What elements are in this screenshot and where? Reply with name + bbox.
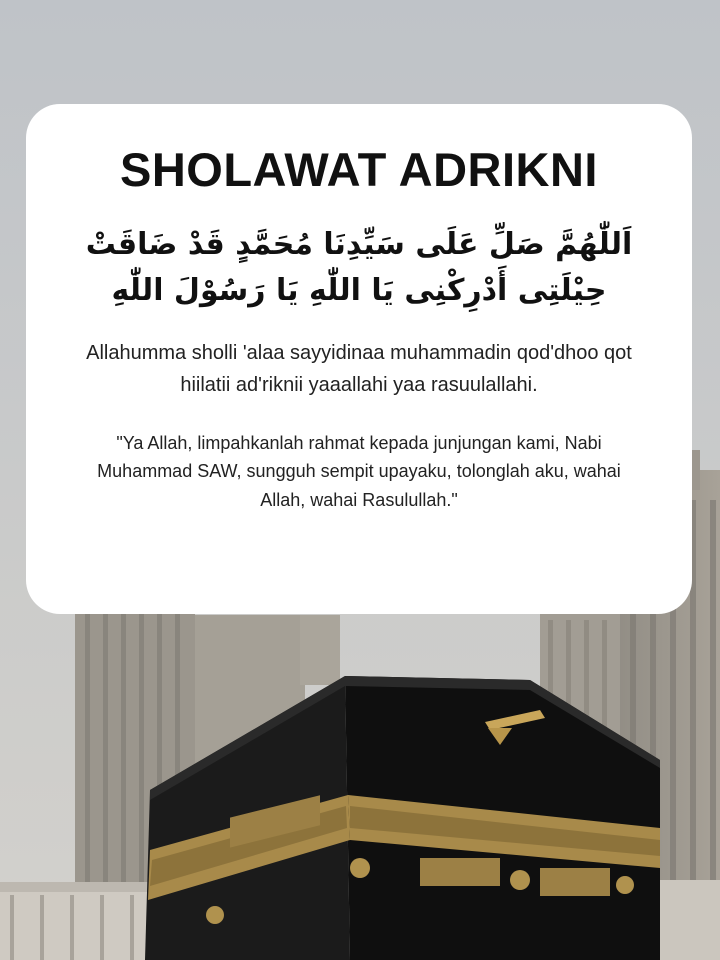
arabic-text: اَللّٰهُمَّ صَلِّ عَلَى سَيِّدِنَا مُحَمَّدٍ قَدْ ضَاقَتْ حِيْلَتِى أَدْرِكْنِى يَا اللّٰهِ يَا رَسُوْلَ اللّٰهِ	[85, 226, 633, 309]
latin-transliteration: Allahumma sholli 'alaa sayyidinaa muhammadin qod'dhoo qot hiilatii ad'riknii yaaallahi yaa rasuulallahi.	[86, 341, 632, 396]
translation-text: "Ya Allah, limpahkanlah rahmat kepada junjungan kami, Nabi Muhammad SAW, sungguh sempit upayaku, tolonglah aku, wahai Allah, wahai Rasulullah."	[97, 432, 621, 511]
prayer-card	[26, 104, 692, 614]
page-title: SHOLAWAT ADRIKNI	[120, 143, 598, 196]
